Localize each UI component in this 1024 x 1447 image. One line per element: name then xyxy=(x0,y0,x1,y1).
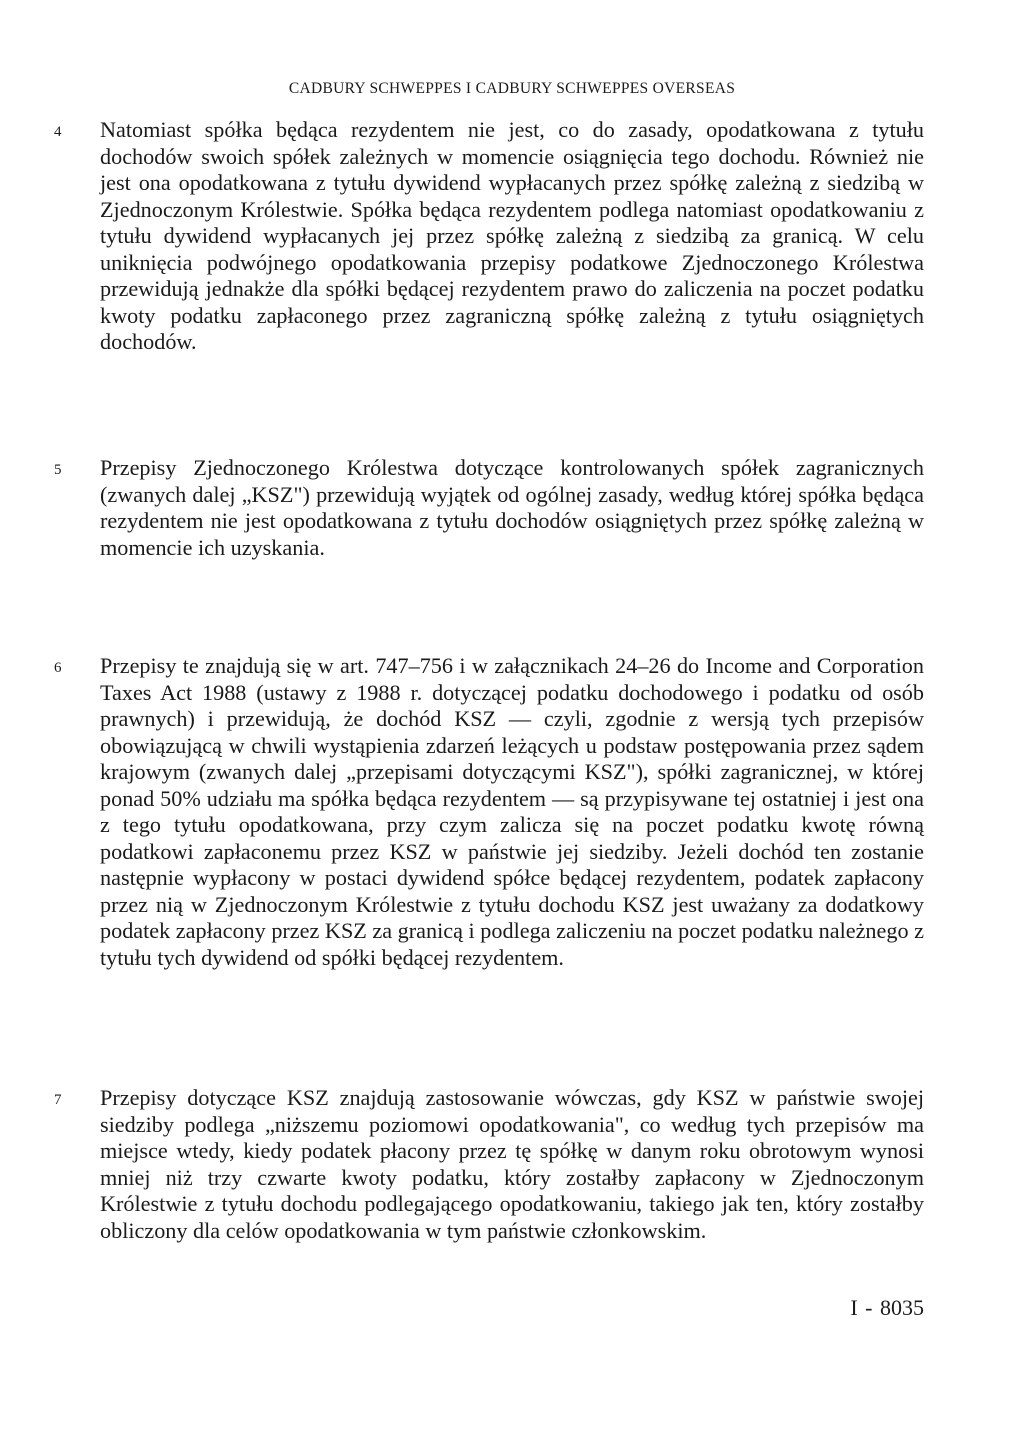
running-header: CADBURY SCHWEPPES I CADBURY SCHWEPPES OVERSEAS xyxy=(288,80,736,97)
paragraph-number: 5 xyxy=(54,462,62,478)
paragraph-number: 7 xyxy=(54,1092,62,1108)
paragraph-text: Przepisy te znajdują się w art. 747–756 i w załącznikach 24–26 do Income and Corporation Taxes Act 1988 (ustawy z 1988 r. dotyczącej podatku dochodowego i podatku od osób prawnych) i przewidują, że dochód KSZ — czyli, zgodnie z wersją tych przepisów obowiązującą w chwili wystąpienia zdarzeń leżących u podstaw postępowania przez sądem krajowym (zwanych dalej „przepisami dotyczącymi KSZ"), spółki zagranicznej, w której ponad 50% udziału ma spółka będąca rezydentem — są przypisywane tej ostatniej i jest ona z tego tytułu opodatkowana, przy czym zalicza się na poczet podatku kwotę równą podatkowi zapłaconemu przez KSZ w państwie jej siedziby. Jeżeli dochód ten zostanie następnie wypłacony w postaci dywidend spółce będącej rezydentem, podatek zapłacony przez nią w Zjednoczonym Królestwie z tytułu dochodu KSZ jest uważany za dodatkowy podatek zapłacony przez KSZ za granicą i podlega zaliczeniu na poczet podatku należnego z tytułu tych dywidend od spółki będącej rezydentem. xyxy=(100,653,924,970)
paragraph-text: Przepisy Zjednoczonego Królestwa dotyczące kontrolowanych spółek zagranicznych (zwanych dalej „KSZ") przewidują wyjątek od ogólnej zasady, według której spółka będąca rezydentem nie jest opodatkowana z tytułu dochodów osiągniętych przez spółkę zależną w momencie ich uzyskania. xyxy=(100,455,924,560)
paragraph-7 xyxy=(54,1085,924,1244)
paragraph-4 xyxy=(54,117,924,356)
paragraph-6 xyxy=(54,653,924,971)
paragraph-number: 4 xyxy=(54,124,62,140)
paragraph-text: Przepisy dotyczące KSZ znajdują zastosowanie wówczas, gdy KSZ w państwie swojej siedziby podlega „niższemu poziomowi opodatkowania", co według tych przepisów ma miejsce wtedy, kiedy podatek płacony przez tę spółkę w danym roku obrotowym wynosi mniej niż trzy czwarte kwoty podatku, który zostałby zapłacony w Zjednoczonym Królestwie z tytułu dochodu podlegającego opodatkowaniu, takiego jak ten, który zostałby obliczony dla celów opodatkowania w tym państwie członkowskim. xyxy=(100,1085,924,1243)
paragraph-number: 6 xyxy=(54,660,62,676)
page-number: I - 8035 xyxy=(850,1295,924,1320)
paragraph-5 xyxy=(54,455,924,561)
paragraph-text: Natomiast spółka będąca rezydentem nie jest, co do zasady, opodatkowana z tytułu dochodów swoich spółek zależnych w momencie osiągnięcia tego dochodu. Również nie jest ona opodatkowana z tytułu dywidend wypłacanych przez spółkę zależną z siedzibą w Zjednoczonym Królestwie. Spółka będąca rezydentem podlega natomiast opodatkowaniu z tytułu dywidend wypłacanych jej przez spółkę zależną z siedzibą za granicą. W celu uniknięcia podwójnego opodatkowania przepisy podatkowe Zjednoczonego Królestwa przewidują jednakże dla spółki będącej rezydentem prawo do zaliczenia na poczet podatku kwoty podatku zapłaconego przez zagraniczną spółkę zależną z tytułu osiągniętych dochodów. xyxy=(100,117,924,354)
